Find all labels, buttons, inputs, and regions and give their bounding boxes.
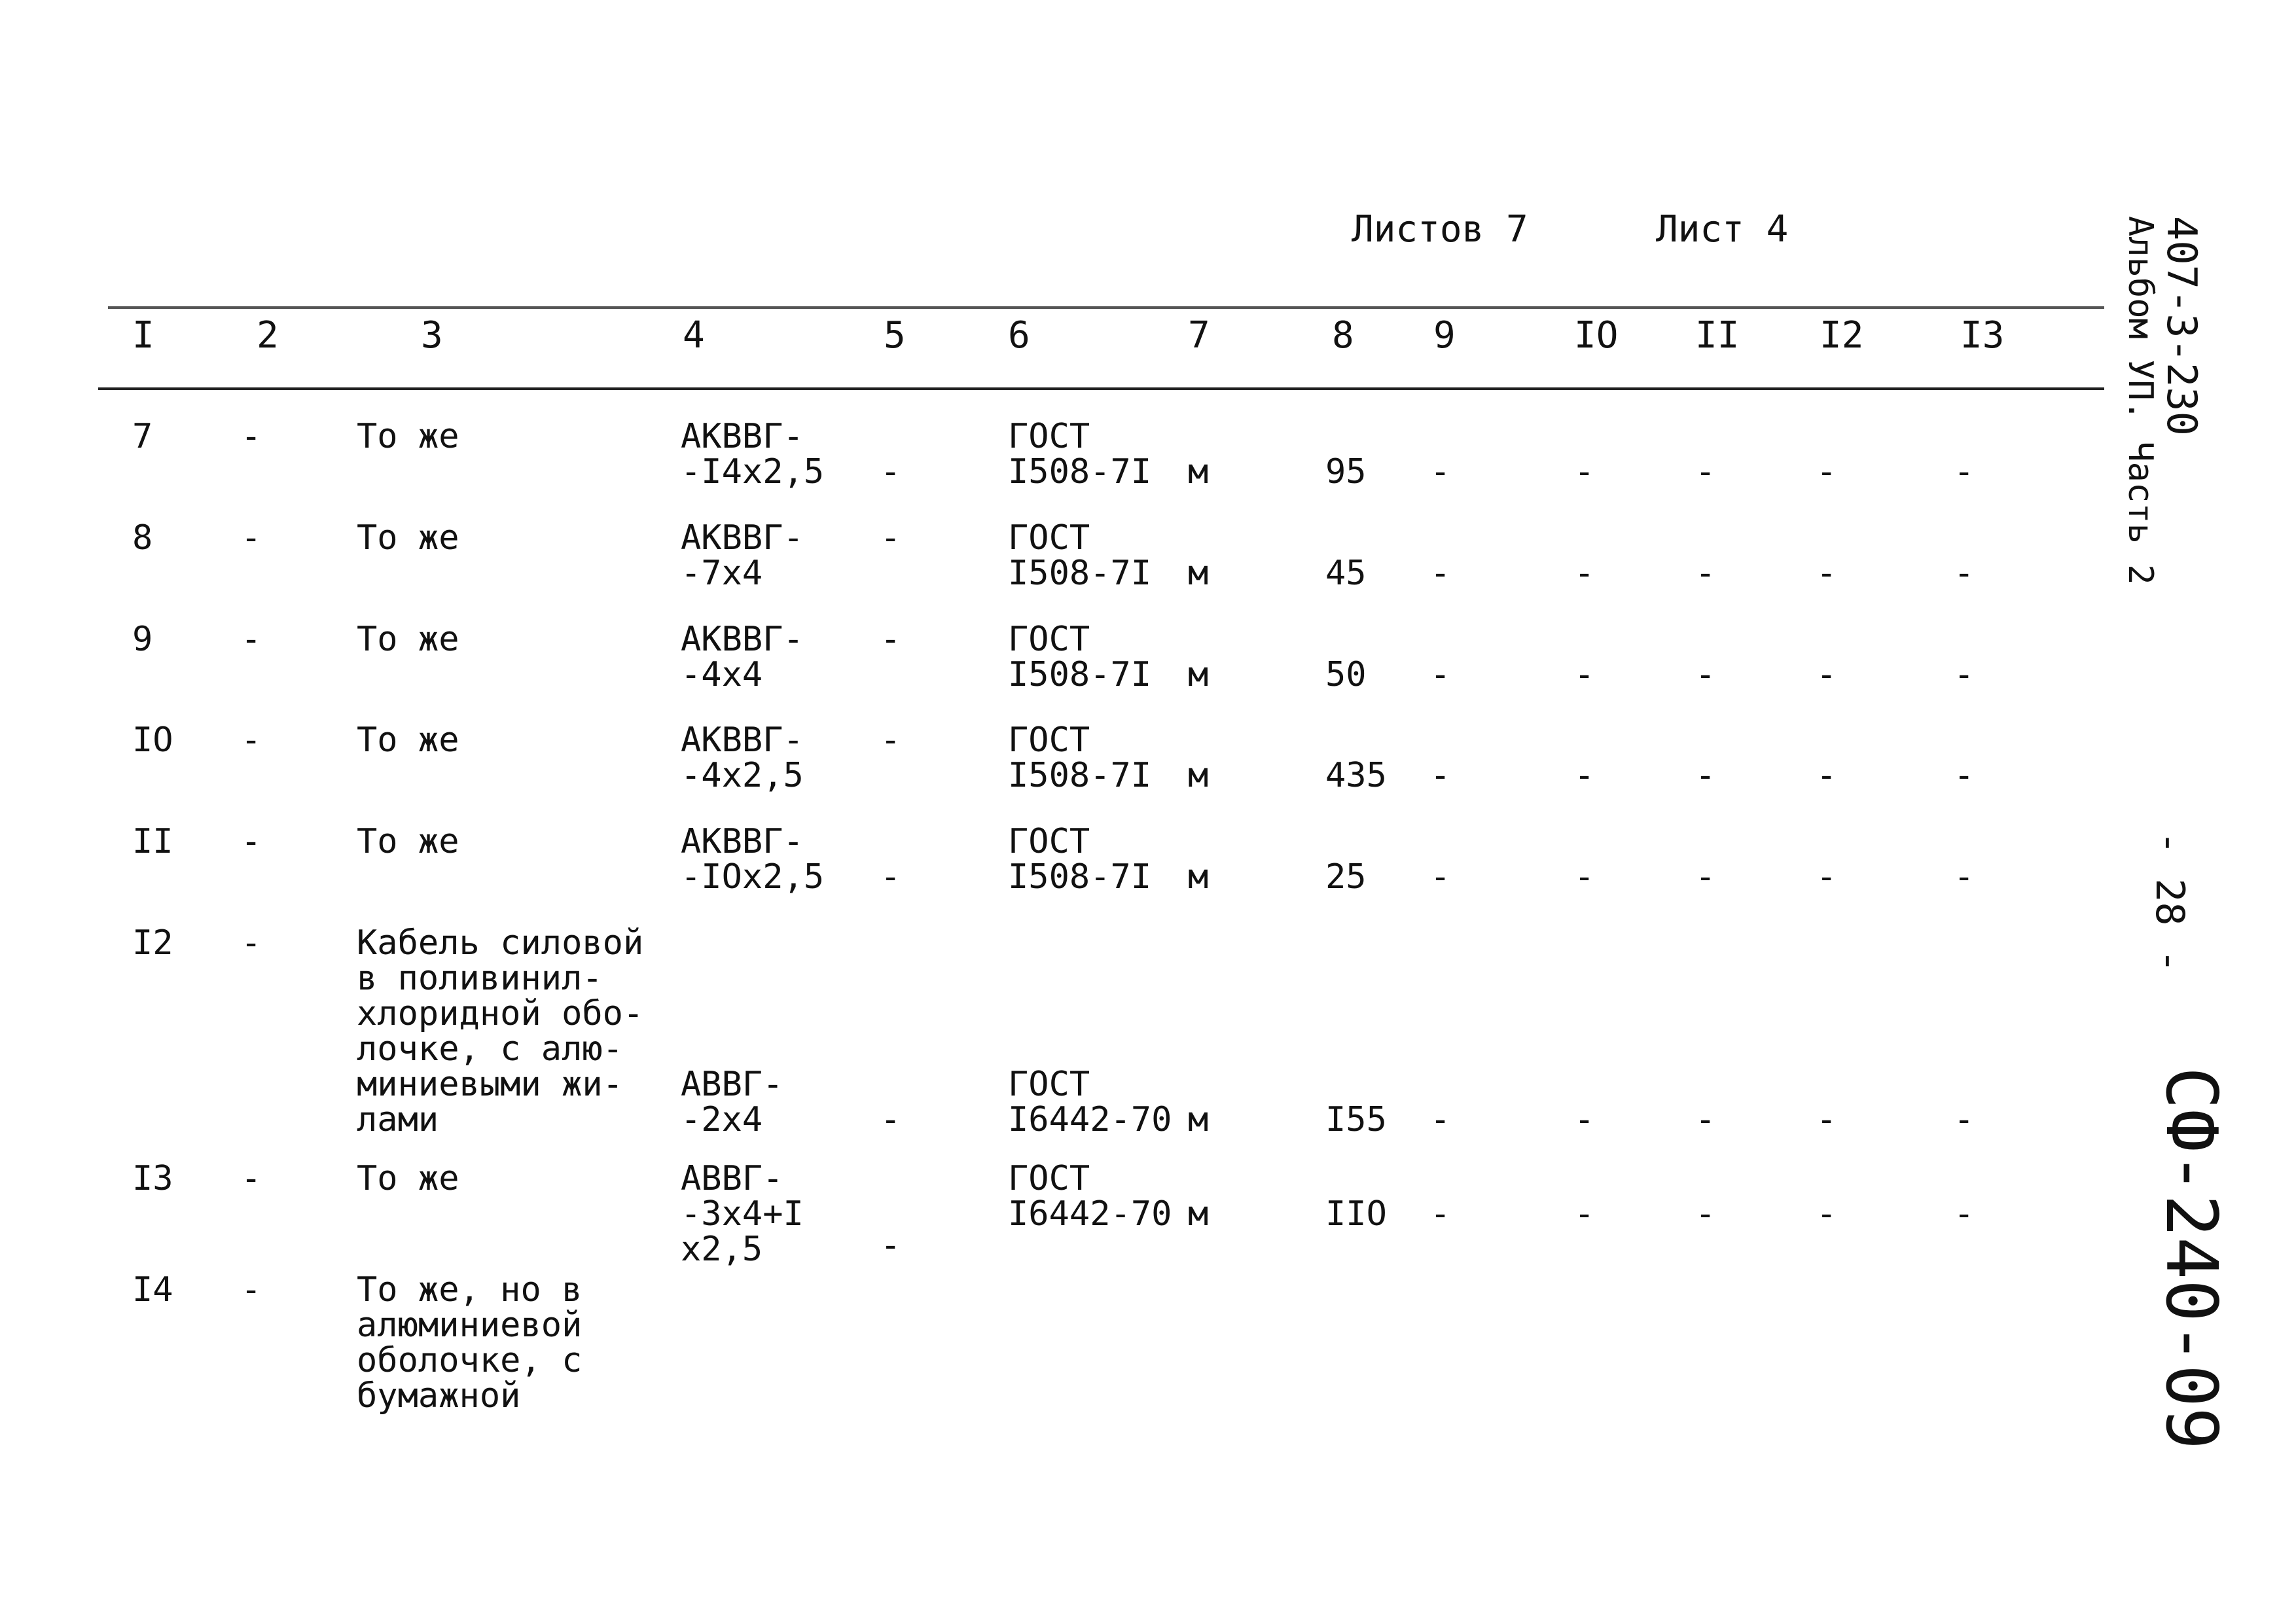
- col5-dash: -: [880, 452, 901, 491]
- description: в поливинил-: [357, 959, 603, 998]
- doc-code-vertical: 407-3-230: [2158, 216, 2206, 436]
- cable-mark: АКВВГ-: [681, 518, 804, 558]
- description: хлоридной обо-: [357, 994, 644, 1033]
- description: То же: [357, 822, 459, 861]
- sheet-count: Листов 7: [1352, 208, 1528, 251]
- standard: ГОСТ: [1008, 1159, 1090, 1198]
- description: Кабель силовой: [357, 923, 644, 963]
- col9-dash: -: [1430, 452, 1451, 491]
- col13-dash: -: [1954, 756, 1975, 795]
- cable-mark: -4х2,5: [681, 756, 804, 795]
- description: миниевыми жи-: [357, 1065, 623, 1104]
- col5-dash: -: [880, 1226, 901, 1265]
- col11-dash: -: [1695, 452, 1716, 491]
- col-header-10: IO: [1574, 314, 1619, 357]
- col5-dash: -: [880, 1100, 901, 1139]
- col10-dash: -: [1574, 452, 1595, 491]
- col12-dash: -: [1816, 452, 1837, 491]
- col2-dash: -: [241, 923, 262, 963]
- page-number-vertical: - 28 -: [2147, 831, 2193, 973]
- col-header-9: 9: [1433, 314, 1456, 357]
- cable-mark: АВВГ-: [681, 1065, 783, 1104]
- col2-dash: -: [241, 721, 262, 760]
- col5-dash: -: [880, 857, 901, 897]
- col11-dash: -: [1695, 857, 1716, 897]
- col-header-12: I2: [1820, 314, 1864, 357]
- standard: I508-7I: [1008, 857, 1152, 897]
- standard: I508-7I: [1008, 554, 1152, 593]
- cable-mark: АКВВГ-: [681, 822, 804, 861]
- col9-dash: -: [1430, 1194, 1451, 1234]
- description: То же: [357, 417, 459, 456]
- header-top-rule: [108, 306, 2104, 309]
- col10-dash: -: [1574, 1194, 1595, 1234]
- col12-dash: -: [1816, 756, 1837, 795]
- sheet-number: Лист 4: [1656, 208, 1789, 251]
- col-header-4: 4: [683, 314, 705, 357]
- col-header-7: 7: [1188, 314, 1210, 357]
- col-header-8: 8: [1332, 314, 1354, 357]
- standard: ГОСТ: [1008, 417, 1090, 456]
- col2-dash: -: [241, 1159, 262, 1198]
- col12-dash: -: [1816, 655, 1837, 694]
- row-number: 9: [132, 620, 153, 659]
- col12-dash: -: [1816, 1100, 1837, 1139]
- standard: ГОСТ: [1008, 1065, 1090, 1104]
- unit: м: [1188, 756, 1209, 795]
- row-number: IO: [132, 721, 173, 760]
- col10-dash: -: [1574, 655, 1595, 694]
- col9-dash: -: [1430, 756, 1451, 795]
- description: То же: [357, 1159, 459, 1198]
- row-number: I4: [132, 1270, 173, 1310]
- col2-dash: -: [241, 620, 262, 659]
- col2-dash: -: [241, 518, 262, 558]
- description: бумажной: [357, 1376, 521, 1416]
- col10-dash: -: [1574, 1100, 1595, 1139]
- col11-dash: -: [1695, 554, 1716, 593]
- col5-dash: -: [880, 518, 901, 558]
- col-header-2: 2: [257, 314, 279, 357]
- col-header-6: 6: [1008, 314, 1030, 357]
- quantity: 95: [1325, 452, 1367, 491]
- col13-dash: -: [1954, 655, 1975, 694]
- description: оболочке, с: [357, 1341, 583, 1380]
- col13-dash: -: [1954, 452, 1975, 491]
- col13-dash: -: [1954, 554, 1975, 593]
- col13-dash: -: [1954, 1194, 1975, 1234]
- standard: I6442-70: [1008, 1100, 1172, 1139]
- quantity: 435: [1325, 756, 1387, 795]
- description: То же: [357, 620, 459, 659]
- col10-dash: -: [1574, 756, 1595, 795]
- col12-dash: -: [1816, 1194, 1837, 1234]
- quantity: 45: [1325, 554, 1367, 593]
- col10-dash: -: [1574, 857, 1595, 897]
- col10-dash: -: [1574, 554, 1595, 593]
- col13-dash: -: [1954, 857, 1975, 897]
- unit: м: [1188, 452, 1209, 491]
- col12-dash: -: [1816, 554, 1837, 593]
- col9-dash: -: [1430, 857, 1451, 897]
- standard: ГОСТ: [1008, 518, 1090, 558]
- description: То же: [357, 518, 459, 558]
- standard: ГОСТ: [1008, 620, 1090, 659]
- col9-dash: -: [1430, 655, 1451, 694]
- cable-mark: -I4х2,5: [681, 452, 825, 491]
- cable-mark: АВВГ-: [681, 1159, 783, 1198]
- row-number: I3: [132, 1159, 173, 1198]
- cable-mark: АКВВГ-: [681, 620, 804, 659]
- col-header-3: 3: [421, 314, 443, 357]
- unit: м: [1188, 1100, 1209, 1139]
- col11-dash: -: [1695, 756, 1716, 795]
- col11-dash: -: [1695, 655, 1716, 694]
- quantity: IIO: [1325, 1194, 1387, 1234]
- header-bottom-rule: [98, 387, 2104, 390]
- standard: I508-7I: [1008, 756, 1152, 795]
- quantity: 25: [1325, 857, 1367, 897]
- description: То же, но в: [357, 1270, 583, 1310]
- album-vertical: Альбом УП. Часть 2: [2121, 216, 2160, 585]
- cable-mark: х2,5: [681, 1230, 763, 1269]
- description: лочке, с алю-: [357, 1029, 623, 1069]
- standard: ГОСТ: [1008, 721, 1090, 760]
- column-header: [0, 314, 2160, 366]
- quantity: 50: [1325, 655, 1367, 694]
- cable-mark: АКВВГ-: [681, 417, 804, 456]
- unit: м: [1188, 1194, 1209, 1234]
- cable-mark: -3х4+I: [681, 1194, 804, 1234]
- col2-dash: -: [241, 1270, 262, 1310]
- col-header-5: 5: [884, 314, 906, 357]
- standard: I508-7I: [1008, 452, 1152, 491]
- series-code-vertical: СФ-240-09: [2150, 1067, 2232, 1450]
- col-header-11: II: [1695, 314, 1740, 357]
- col5-dash: -: [880, 620, 901, 659]
- cable-mark: -4х4: [681, 655, 763, 694]
- row-number: 7: [132, 417, 153, 456]
- cable-mark: -7х4: [681, 554, 763, 593]
- col13-dash: -: [1954, 1100, 1975, 1139]
- standard: ГОСТ: [1008, 822, 1090, 861]
- cable-mark: АКВВГ-: [681, 721, 804, 760]
- cable-mark: -IOх2,5: [681, 857, 825, 897]
- col11-dash: -: [1695, 1100, 1716, 1139]
- standard: I6442-70: [1008, 1194, 1172, 1234]
- standard: I508-7I: [1008, 655, 1152, 694]
- col9-dash: -: [1430, 554, 1451, 593]
- row-number: I2: [132, 923, 173, 963]
- col-header-1: I: [132, 314, 154, 357]
- row-number: 8: [132, 518, 153, 558]
- unit: м: [1188, 857, 1209, 897]
- unit: м: [1188, 554, 1209, 593]
- description: То же: [357, 721, 459, 760]
- description: лами: [357, 1100, 439, 1139]
- unit: м: [1188, 655, 1209, 694]
- row-number: II: [132, 822, 173, 861]
- quantity: I55: [1325, 1100, 1387, 1139]
- cable-mark: -2х4: [681, 1100, 763, 1139]
- col-header-13: I3: [1960, 314, 2005, 357]
- col12-dash: -: [1816, 857, 1837, 897]
- description: алюминиевой: [357, 1306, 583, 1345]
- col11-dash: -: [1695, 1194, 1716, 1234]
- col9-dash: -: [1430, 1100, 1451, 1139]
- col2-dash: -: [241, 417, 262, 456]
- col5-dash: -: [880, 721, 901, 760]
- col2-dash: -: [241, 822, 262, 861]
